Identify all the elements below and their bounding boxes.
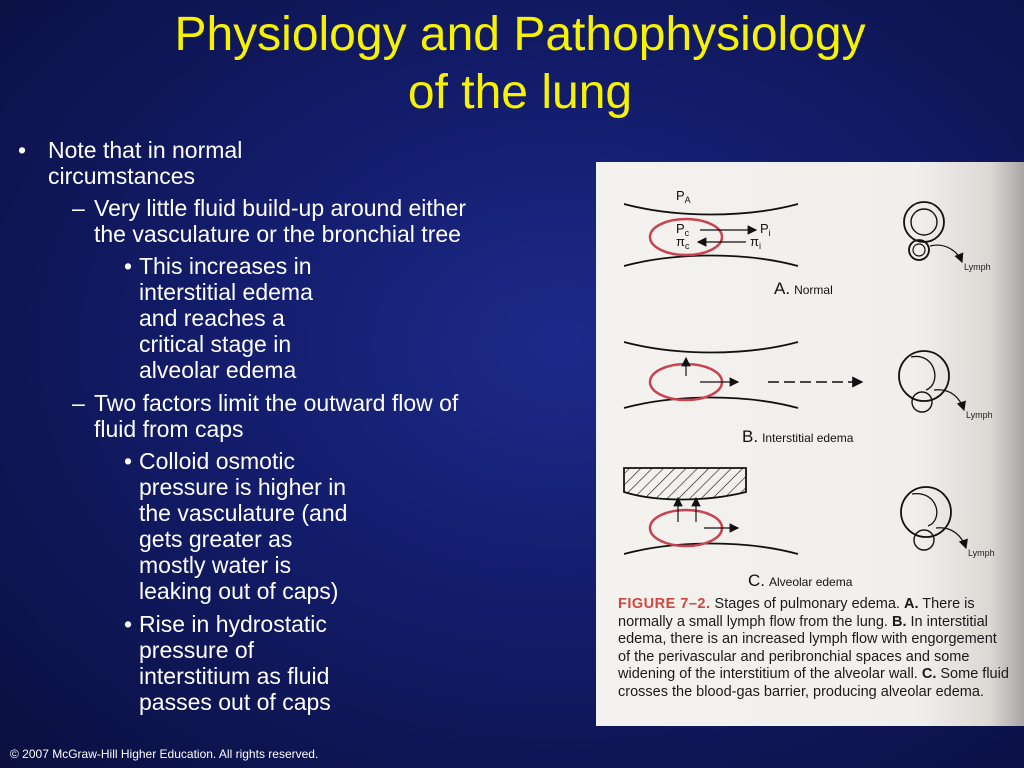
panel-b-label: Interstitial edema	[762, 431, 854, 445]
bullet-list	[14, 137, 484, 722]
caption-c: C.	[921, 666, 937, 682]
symbol-pa-sub: A	[684, 195, 691, 205]
panel-b-interstitial-edema	[624, 342, 964, 412]
panel-c-alveolar-edema	[624, 468, 966, 554]
pulmonary-edema-figure	[596, 162, 1024, 726]
panel-c-letter: C.	[748, 571, 765, 590]
symbol-pa: P	[676, 188, 685, 203]
svg-text:A.Normal	[774, 279, 833, 298]
slide-title	[60, 6, 980, 122]
caption-figure-label: FIGURE 7–2.	[618, 596, 711, 612]
svg-text:πi	[750, 234, 761, 251]
lymph-label-a: Lymph	[964, 262, 991, 272]
symbol-pi-i: π	[750, 234, 759, 249]
caption-b: B.	[892, 613, 907, 630]
caption-text-1: Stages of pulmonary edema.	[710, 596, 904, 612]
svg-text:B.Interstitial edema	[742, 427, 854, 446]
symbol-pc: P	[676, 221, 685, 236]
symbol-pi: P	[760, 221, 769, 236]
figure-caption	[618, 596, 1010, 701]
svg-text:PA	[676, 188, 691, 205]
panel-a-letter: A.	[774, 279, 791, 298]
caption-a: A.	[903, 596, 919, 612]
symbol-pi-c: π	[676, 234, 685, 249]
copyright-footer: © 2007 McGraw-Hill Higher Education. All rights reserved.	[10, 747, 319, 761]
lymph-label-b: Lymph	[966, 410, 993, 420]
title-line-1: Physiology and Pathophysiology	[174, 8, 866, 61]
bullet-1: • Note that in normal circumstances	[14, 137, 308, 189]
panel-c-label: Alveolar edema	[769, 575, 853, 589]
symbol-pi-i-sub: i	[758, 241, 761, 251]
caption-text-2: There is normally a small lymph flow from the lung.	[618, 596, 975, 630]
symbol-pi-c-sub: c	[684, 241, 690, 251]
panel-a-normal	[624, 202, 962, 266]
lymph-label-c: Lymph	[968, 548, 995, 558]
bullet-1-1-1: • This increases in interstitial edema and reaches a critical stage in alveolar edema	[14, 253, 354, 383]
symbol-pc-sub: c	[684, 228, 690, 238]
title-line-2: of the lung	[407, 66, 633, 119]
symbol-pi-sub: i	[768, 228, 771, 238]
panel-a-label: Normal	[794, 283, 833, 297]
caption-text-3: In interstitial edema, there is an increased lymph flow with engorgement of the perivascular and peribronchial spaces and some widening of the interstitium of the alveolar wall.	[618, 613, 997, 682]
svg-text:C.Alveolar edema	[748, 571, 853, 590]
bullet-1-2: – Two factors limit the outward flow of fluid from caps	[14, 390, 484, 442]
bullet-1-2-1: • Colloid osmotic pressure is higher in the vasculature (and gets greater as mostly water is leaking out of caps)	[14, 448, 359, 604]
bullet-1-2-2: • Rise in hydrostatic pressure of interstitium as fluid passes out of caps	[14, 611, 364, 715]
svg-text:Pi	[760, 221, 771, 238]
panel-b-letter: B.	[742, 427, 759, 446]
bullet-1-1: – Very little fluid build-up around either the vasculature or the bronchial tree	[14, 195, 484, 247]
caption-text-4: Some fluid crosses the blood-gas barrier, producing alveolar edema.	[618, 666, 1009, 700]
